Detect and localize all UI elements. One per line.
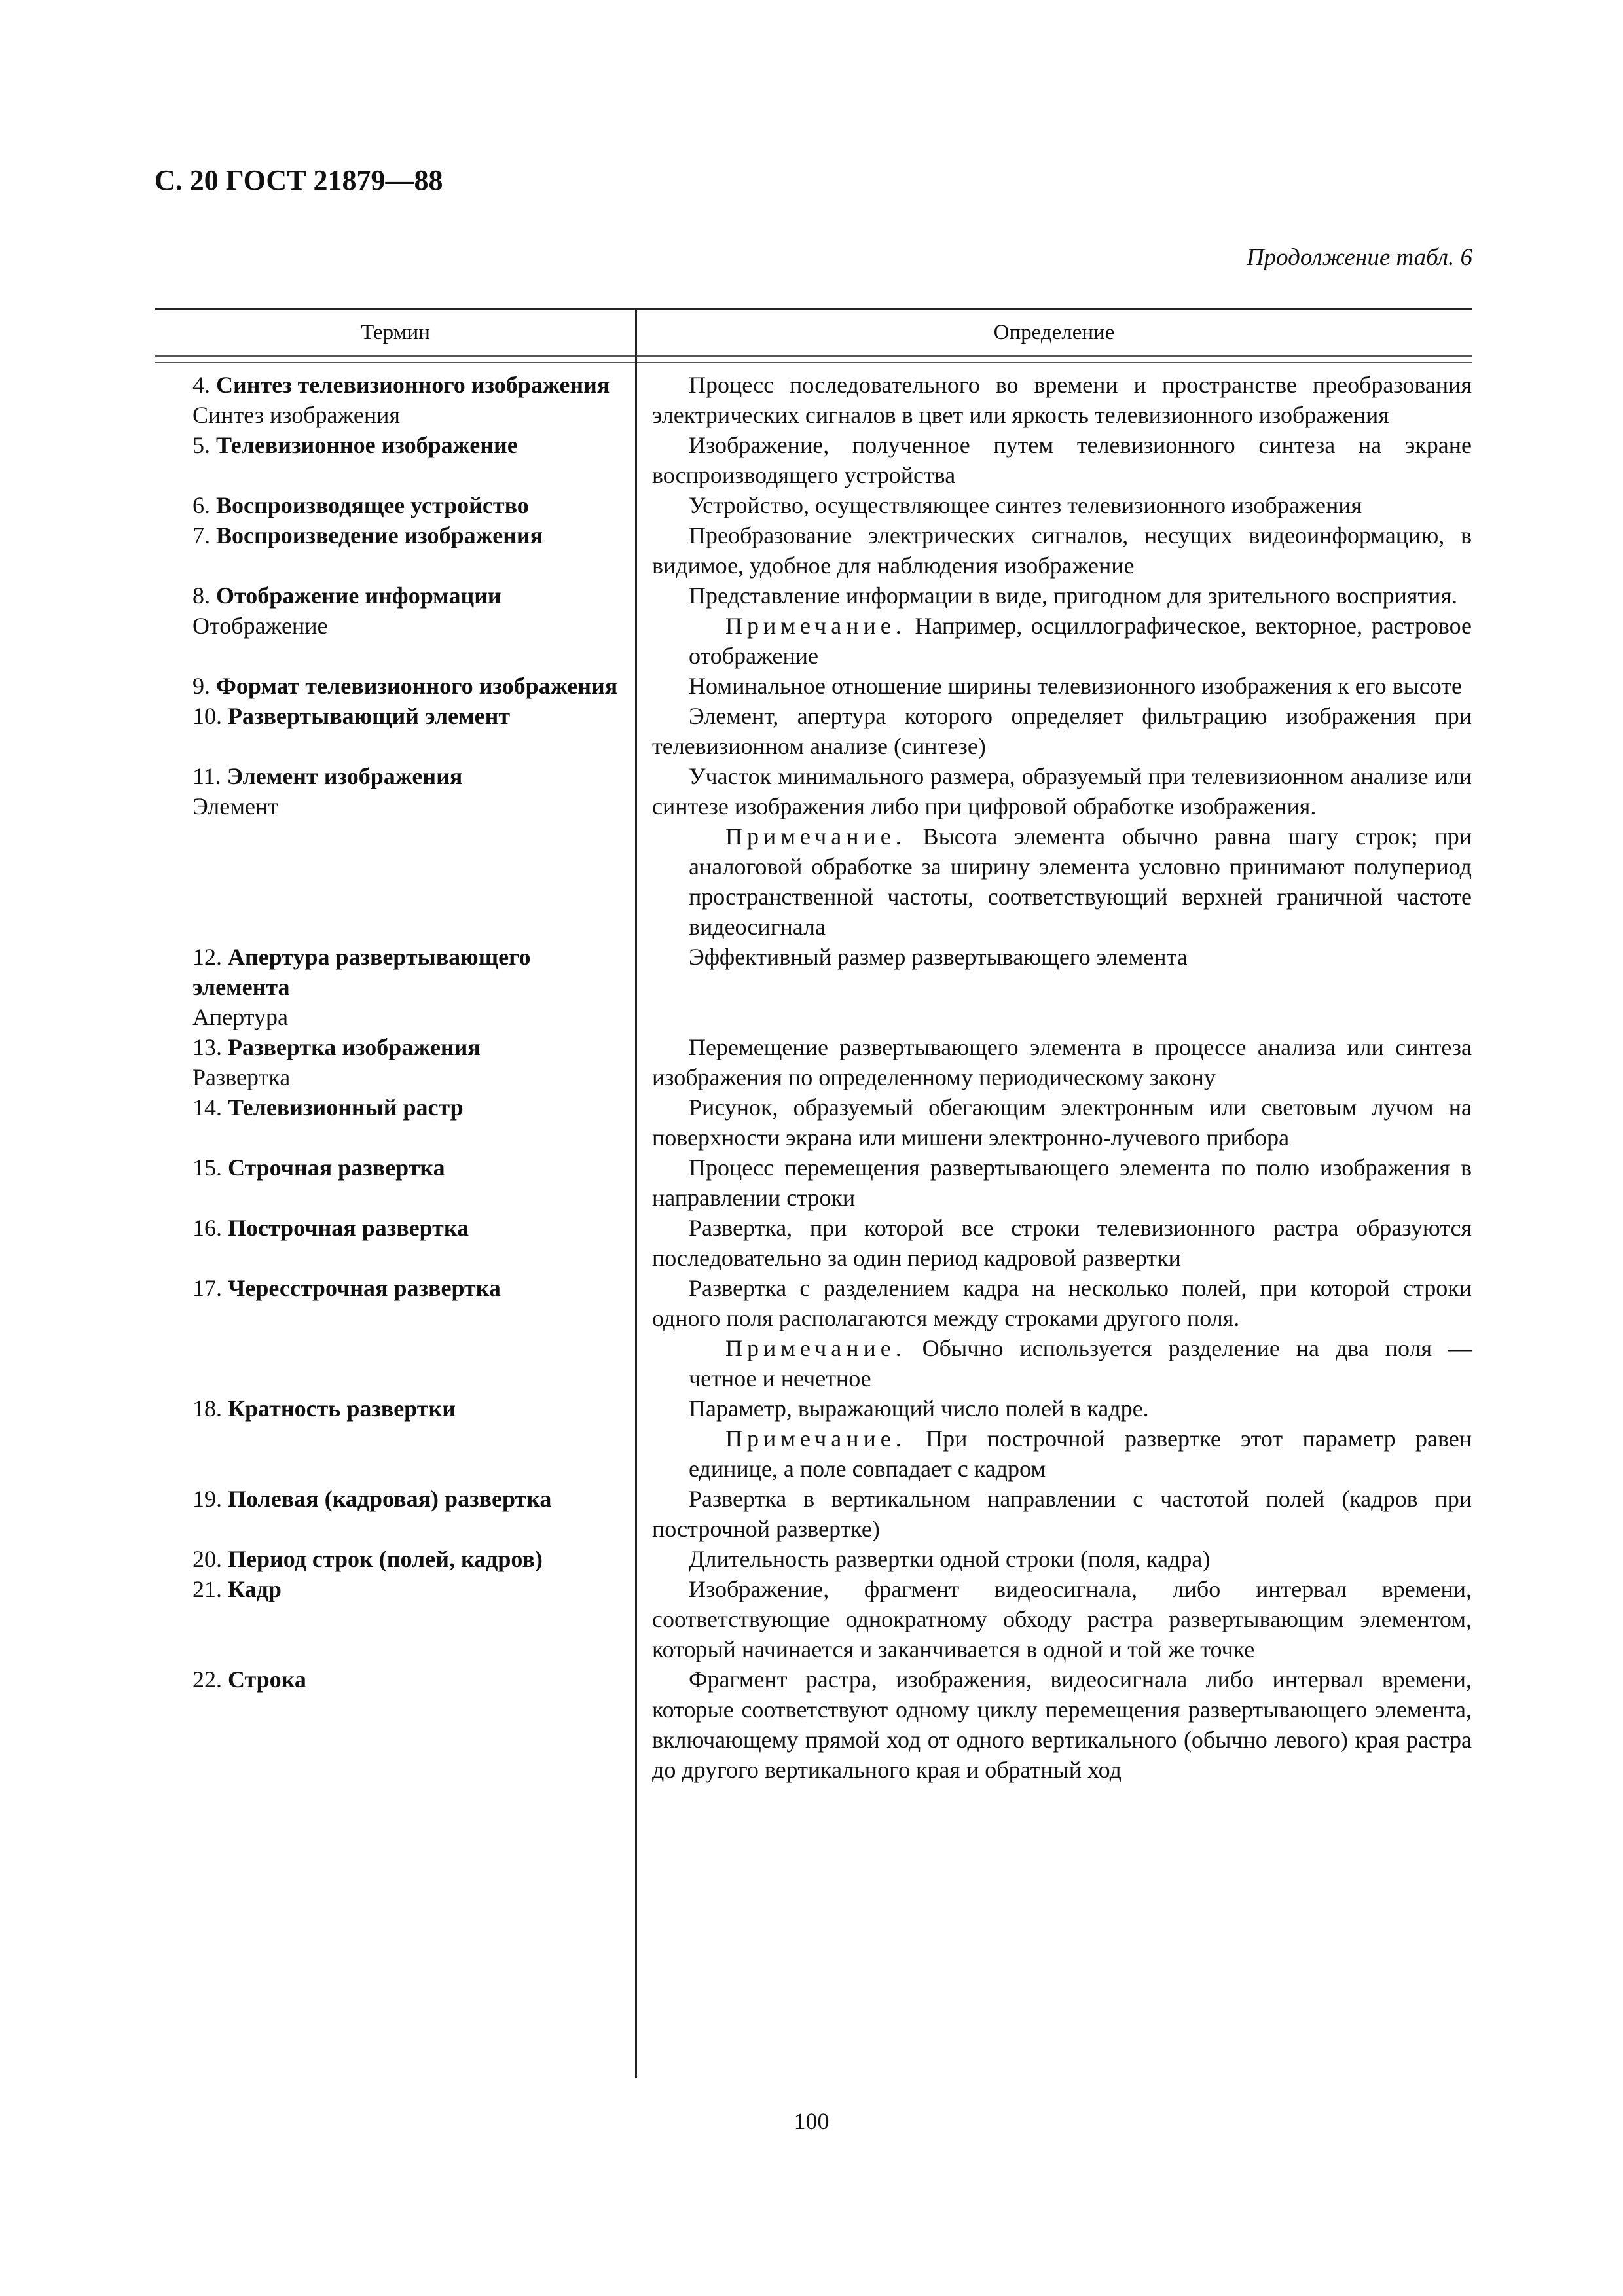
definition-note [652,821,1472,942]
table-header [155,310,1472,355]
definition-cell [636,671,1472,701]
note-text: Обычно используется разделение на два поля — четное и нечетное [689,1335,1472,1391]
term-number: 16. [192,1215,222,1241]
term-cell [155,1484,636,1544]
term-cell [155,490,636,520]
term-number: 7. [192,522,210,548]
term-cell [155,1153,636,1213]
note-label: Примечание. [725,1426,906,1452]
table-row [155,1544,1472,1574]
table-row [155,490,1472,520]
definition-text: Изображение, полученное путем телевизионного синтеза на экране воспроизводящего устройства [652,432,1472,488]
table-row [155,942,1472,1032]
term-number: 13. [192,1034,222,1060]
term-number: 15. [192,1155,222,1181]
term-line [155,1092,619,1122]
table-row [155,370,1472,430]
note-label: Примечание. [725,1335,906,1361]
table-row [155,1664,1472,1785]
term-name: Отображение информации [216,583,501,609]
definition-text: Преобразование электрических сигналов, несущих видеоинформацию, в видимое, удобное для наблюдения изображение [652,522,1472,579]
definition-cell [636,1273,1472,1393]
header-definition: Определение [993,320,1115,344]
term-cell [155,761,636,942]
table-row [155,1574,1472,1664]
definition-text: Рисунок, образуемый обегающим электронным или световым лучом на поверхности экрана или мишени электронно-лучевого прибора [652,1094,1472,1151]
term-number: 19. [192,1486,222,1512]
term-name: Развертывающий элемент [228,703,511,729]
term-name: Строка [228,1666,306,1693]
term-cell [155,1273,636,1393]
definition-text: Длительность развертки одной строки (поля, кадра) [689,1546,1211,1572]
term-number: 18. [192,1395,222,1422]
term-number: 9. [192,673,210,699]
definition-text: Фрагмент растра, изображения, видеосигнала либо интервал времени, которые соответствуют одному циклу перемещения развертывающего элемента, включающему прямой ход от одного вертикального (обычно левого) края растра до другого вертикального края и обратный ход [652,1666,1472,1783]
definition-text: Процесс перемещения развертывающего элемента по полю изображения в направлении строки [652,1155,1472,1211]
term-name: Чересстрочная развертка [228,1275,501,1301]
note-text: Например, осциллографическое, векторное, растровое отображение [689,613,1472,669]
table-row [155,761,1472,942]
table-row [155,1213,1472,1273]
definition-cell [636,761,1472,942]
term-line [155,1213,619,1243]
definition-text: Перемещение развертывающего элемента в процессе анализа или синтеза изображения по определенному периодическому закону [652,1034,1472,1090]
term-name: Строчная развертка [228,1155,445,1181]
term-synonym: Отображение [192,613,328,639]
term-name: Воспроизведение изображения [216,522,543,548]
definition-text: Эффективный размер развертывающего элемента [689,944,1188,970]
term-cell [155,1032,636,1092]
term-line [155,430,619,460]
definition-cell [636,1092,1472,1153]
definition-note [652,611,1472,671]
term-number: 5. [192,432,210,458]
definition-cell [636,1213,1472,1273]
note-label: Примечание. [725,823,906,850]
term-number: 12. [192,944,222,970]
term-cell [155,581,636,671]
term-line [155,490,619,520]
definition-cell [636,1664,1472,1785]
column-divider [635,308,637,2078]
definition-cell [636,370,1472,430]
definition-cell [636,581,1472,671]
term-number: 10. [192,703,222,729]
term-name: Воспроизводящее устройство [216,492,529,518]
definition-cell [636,430,1472,490]
table-row [155,1153,1472,1213]
definition-cell [636,1574,1472,1664]
table-body [155,363,1472,1785]
definition-text: Устройство, осуществляющее синтез телевизионного изображения [689,492,1362,518]
definition-text: Процесс последовательного во времени и пространстве преобразования электрических сигналов в цвет или яркость телевизионного изображения [652,372,1472,428]
term-synonym: Элемент [192,793,278,819]
definition-text: Развертка с разделением кадра на несколько полей, при которой строки одного поля располагаются между строками другого поля. [652,1275,1472,1331]
term-synonym: Развертка [192,1064,291,1090]
term-cell [155,430,636,490]
header-double-rule [155,355,1472,363]
term-number: 22. [192,1666,222,1693]
definition-cell [636,520,1472,581]
term-line [155,671,619,701]
definition-cell [636,1153,1472,1213]
term-line [155,370,619,400]
term-line [155,942,619,1002]
term-name: Построчная развертка [228,1215,469,1241]
definition-text: Номинальное отношение ширины телевизионного изображения к его высоте [689,673,1463,699]
term-line [155,1574,619,1604]
definition-text: Представление информации в виде, пригодном для зрительного восприятия. [689,583,1457,609]
table-row [155,701,1472,761]
term-name: Период строк (полей, кадров) [228,1546,543,1572]
definition-cell [636,490,1472,520]
definition-cell [636,701,1472,761]
term-cell [155,671,636,701]
term-number: 14. [192,1094,222,1121]
term-synonym: Синтез изображения [192,402,400,428]
term-number: 17. [192,1275,222,1301]
term-synonym: Апертура [192,1004,289,1030]
term-number: 21. [192,1576,222,1602]
term-line [155,1032,619,1062]
term-line [155,1664,619,1695]
term-name: Апертура развертывающего элемента [192,944,531,1000]
definition-note [652,1333,1472,1393]
term-cell [155,1664,636,1785]
term-name: Телевизионный растр [228,1094,464,1121]
term-cell [155,1393,636,1484]
term-number: 20. [192,1546,222,1572]
table-row [155,1393,1472,1484]
definition-cell [636,942,1472,1032]
table-row [155,1484,1472,1544]
term-line [155,1273,619,1303]
term-cell [155,520,636,581]
term-name: Кратность развертки [228,1395,456,1422]
definition-text: Изображение, фрагмент видеосигнала, либо интервал времени, соответствующие однократному обходу растра развертывающим элементом, который начинается и заканчивается в одной и той же точке [652,1576,1472,1662]
term-line [155,520,619,550]
note-label: Примечание. [725,613,906,639]
term-line [155,761,619,791]
definition-text: Развертка, при которой все строки телевизионного растра образуются последовательно за один период кадровой развертки [652,1215,1472,1271]
term-name: Кадр [228,1576,282,1602]
term-line [155,581,619,611]
terms-table [155,308,1472,1785]
definition-cell [636,1484,1472,1544]
page-number: 100 [793,2108,830,2134]
table-row [155,671,1472,701]
table-row [155,1092,1472,1153]
term-cell [155,1213,636,1273]
term-name: Формат телевизионного изображения [216,673,618,699]
term-name: Полевая (кадровая) развертка [228,1486,552,1512]
definition-text: Параметр, выражающий число полей в кадре. [689,1395,1149,1422]
header-term: Термин [361,320,430,344]
term-line [155,701,619,731]
table-row [155,1273,1472,1393]
definition-note [652,1424,1472,1484]
definition-text: Развертка в вертикальном направлении с частотой полей (кадров при построчной развертке) [652,1486,1472,1542]
term-line [155,1544,619,1574]
note-text: Высота элемента обычно равна шагу строк; при аналоговой обработке за ширину элемента условно принимают полупериод пространственной частоты, соответствующий верхней граничной частоте видеосигнала [689,823,1472,940]
term-name: Элемент изображения [227,763,463,789]
term-number: 4. [192,372,210,398]
term-name: Синтез телевизионного изображения [216,372,610,398]
term-line [155,1393,619,1424]
table-row [155,520,1472,581]
term-number: 6. [192,492,210,518]
definition-cell [636,1032,1472,1092]
term-number: 8. [192,583,210,609]
term-name: Развертка изображения [228,1034,481,1060]
term-line [155,1153,619,1183]
term-cell [155,701,636,761]
term-cell [155,370,636,430]
term-name: Телевизионное изображение [216,432,518,458]
term-line [155,1484,619,1514]
definition-text: Участок минимального размера, образуемый при телевизионном анализе или синтезе изображения либо при цифровой обработке изображения. [652,763,1472,819]
term-cell [155,1544,636,1574]
definition-text: Элемент, апертура которого определяет фильтрацию изображения при телевизионном анализе (синтезе) [652,703,1472,759]
table-continuation-label: Продолжение табл. 6 [1246,244,1472,271]
term-number: 11. [192,763,221,789]
term-cell [155,942,636,1032]
term-cell [155,1092,636,1153]
table-row [155,581,1472,671]
term-cell [155,1574,636,1664]
table-row [155,430,1472,490]
note-text: При построчной развертке этот параметр равен единице, а поле совпадает с кадром [689,1426,1472,1482]
table-row [155,1032,1472,1092]
definition-cell [636,1393,1472,1484]
document-header: С. 20 ГОСТ 21879—88 [155,164,443,196]
definition-cell [636,1544,1472,1574]
